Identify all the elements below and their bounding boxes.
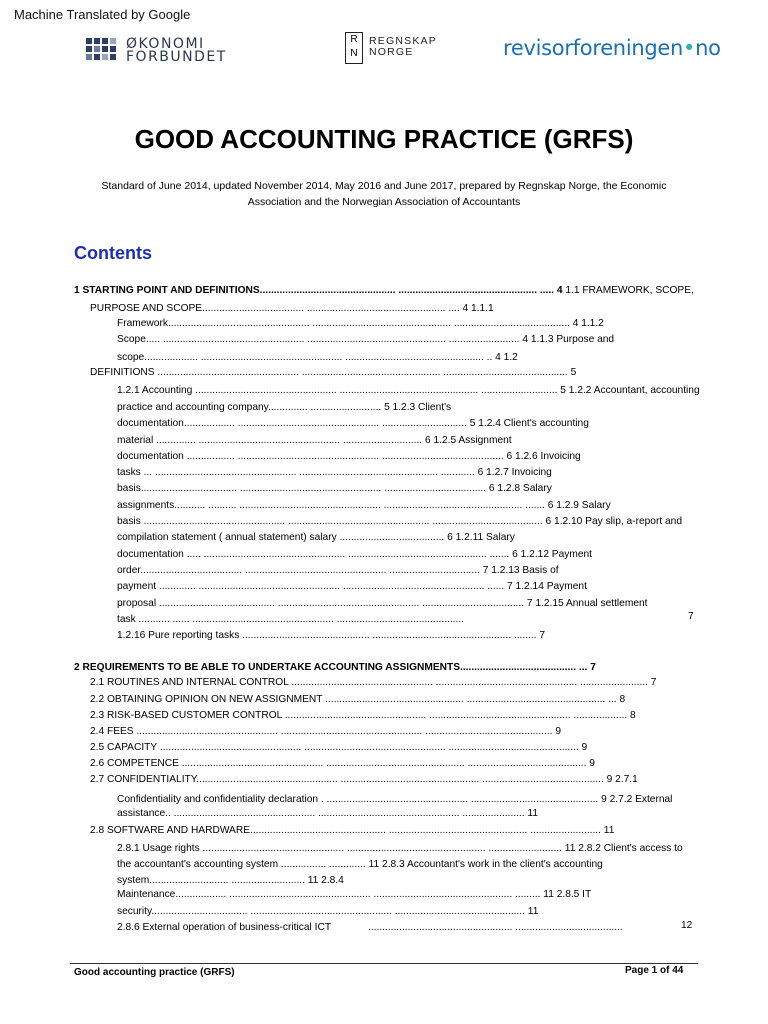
- toc-entry[interactable]: 2.8 SOFTWARE AND HARDWARE................................................ ................................................. ......................... 11: [90, 825, 615, 836]
- toc-entry[interactable]: Confidentiality and confidentiality declaration . .................................................. ............................................. 9 2.7.2 External: [117, 794, 673, 805]
- toc-entry[interactable]: payment ............. .................................................. .................................................. ...... 7 1.2.14 Payment: [117, 581, 587, 592]
- toc-entry[interactable]: 2.7 CONFIDENTIALITY.................................................. ................................................. ........................................... 9 2.7.1: [90, 774, 638, 785]
- toc-entry[interactable]: the accountant's accounting system ................ ............. 11 2.8.3 Accountant's work in the client's accounting: [117, 859, 603, 870]
- toc-page-number: 12: [681, 920, 693, 931]
- toc-entry[interactable]: DEFINITIONS .................................................. ................................................. ............................................ 5: [90, 367, 577, 378]
- toc-entry[interactable]: task ........... ...... .................................................. .............................................: [117, 614, 465, 625]
- toc-entry[interactable]: order.................................... .................................................. ................................ 7 1.2.13 Basis of: [117, 565, 559, 576]
- toc-entry[interactable]: basis.................................. .................................................. .................................... 6 1.2.8 Salary: [117, 483, 552, 494]
- toc-entry[interactable]: tasks ... .................................................. ................................................. ............ 6 1.2.7 Invoicing: [117, 467, 552, 478]
- okonomiforbundet-logo: [86, 37, 226, 67]
- toc-entry[interactable]: assignments........... .......... .................................................. ................................................. ....... 6 1.2.9 Salary: [117, 500, 611, 511]
- toc-entry[interactable]: 2.5 CAPACITY .................................................. .................................................. .............................................. 9: [90, 742, 588, 753]
- toc-entry[interactable]: 2.3 RISK-BASED CUSTOMER CONTROL .................................................. .................................................. ................... 8: [90, 710, 636, 721]
- toc-entry[interactable]: proposal ......................................... .................................................. .................................... 7 1.2.15 Annual settlement: [117, 598, 648, 609]
- regnskap-mark-icon: R N: [345, 32, 363, 64]
- toc-entry[interactable]: 1.2.1 Accounting .................................................. ................................................. ........................... 5 1.2.2 Accountant, accounting: [117, 385, 700, 396]
- toc-entry[interactable]: documentation ..... .................................................. ................................................. ....... 6 1.2.12 Payment: [117, 549, 593, 560]
- toc-entry[interactable]: 2.8.6 External operation of business-critical ICT: [117, 922, 332, 933]
- footer-page-number: Page 1 of 44: [625, 965, 684, 976]
- footer-document-name: Good accounting practice (GRFS): [74, 967, 235, 978]
- toc-entry[interactable]: material .............. .................................................. ............................ 6 1.2.5 Assignment: [117, 435, 512, 446]
- toc-entry-2[interactable]: 2 REQUIREMENTS TO BE ABLE TO UNDERTAKE ACCOUNTING ASSIGNMENTS......................................... ... 7: [74, 662, 596, 673]
- toc-entry[interactable]: 2.2 OBTAINING OPINION ON NEW ASSIGNMENT ................................................. ................................................. ... 8: [90, 694, 626, 705]
- document-subtitle: Standard of June 2014, updated November 2014, May 2016 and June 2017, prepared by Regnskap Norge, the Economic Association and the Norwegian Association of Accountants: [101, 180, 667, 208]
- toc-entry[interactable]: PURPOSE AND SCOPE.................................... ................................................. .... 4 1.1.1: [90, 303, 494, 314]
- revisorforeningen-logo: revisorforeningen•no: [503, 36, 721, 60]
- contents-heading: Contents: [74, 243, 152, 263]
- toc-entry[interactable]: 1.2.16 Pure reporting tasks ............................................. ................................................. ........ 7: [117, 630, 546, 641]
- toc-entry-1[interactable]: 1 STARTING POINT AND DEFINITIONS................................................ ................................................. ..... 4 1.1 FRAMEWORK, SCOPE,: [74, 285, 694, 296]
- toc-entry[interactable]: assistance.. .................................................. .................................................. ...................... 11: [117, 808, 538, 819]
- footer-divider: [70, 963, 698, 964]
- toc-entry[interactable]: 2.8.1 Usage rights .................................................. ................................................. .......................... 11 2.8.2 Client's access to: [117, 843, 683, 854]
- toc-entry[interactable]: Maintenance.................. .................................................. ................................................. ......... 11 2.8.5 IT: [117, 889, 592, 900]
- toc-entry[interactable]: system............................ .......................... 11 2.8.4: [117, 875, 344, 886]
- toc-entry[interactable]: Framework.................................................. ................................................. ......................................... 4 1.1.2: [117, 318, 604, 329]
- toc-entry[interactable]: basis .................................................. .................................................. ....................................... 6 1.2.10 Pay slip, a-report and: [117, 516, 683, 527]
- toc-leader-dots: ................................................... ......................................: [368, 922, 623, 933]
- toc-entry[interactable]: practice and accounting company.............. ......................... 5 1.2.3 Client's: [117, 402, 452, 413]
- toc-entry[interactable]: documentation.................. .................................................. .............................. 5 1.2.4 Client's accounting: [117, 418, 589, 429]
- regnskap-wordmark: REGNSKAP NORGE: [369, 35, 437, 58]
- toc-entry[interactable]: Scope..... .................................................. ................................................. ......................... 4 1.1.3 Purpose and: [117, 334, 615, 345]
- okonomi-grid-icon: [86, 38, 120, 64]
- translation-watermark: Machine Translated by Google: [14, 7, 191, 22]
- toc-entry[interactable]: scope................... .................................................. ................................................. .. 4 1.2: [117, 352, 518, 363]
- regnskap-norge-logo: [345, 32, 455, 66]
- toc-page-number: 7: [688, 611, 694, 622]
- toc-entry[interactable]: documentation ................. .................................................. ........................................... 6 1.2.6 Invoicing: [117, 451, 581, 462]
- toc-entry[interactable]: 2.1 ROUTINES AND INTERNAL CONTROL .................................................. .................................................. ........................ 7: [90, 677, 657, 688]
- toc-entry[interactable]: 2.4 FEES .................................................. .................................................. ............................................. 9: [90, 726, 561, 737]
- toc-entry[interactable]: security.................................. .................................................. .............................................. 11: [117, 906, 539, 917]
- toc-entry[interactable]: 2.6 COMPETENCE .................................................. ................................................. .......................................... 9: [90, 758, 595, 769]
- document-title: GOOD ACCOUNTING PRACTICE (GRFS): [134, 124, 634, 154]
- toc-entry[interactable]: compilation statement ( annual statement) salary ..................................... 6 1.2.11 Salary: [117, 532, 515, 543]
- okonomi-wordmark: ØKONOMI FORBUNDET: [126, 36, 227, 65]
